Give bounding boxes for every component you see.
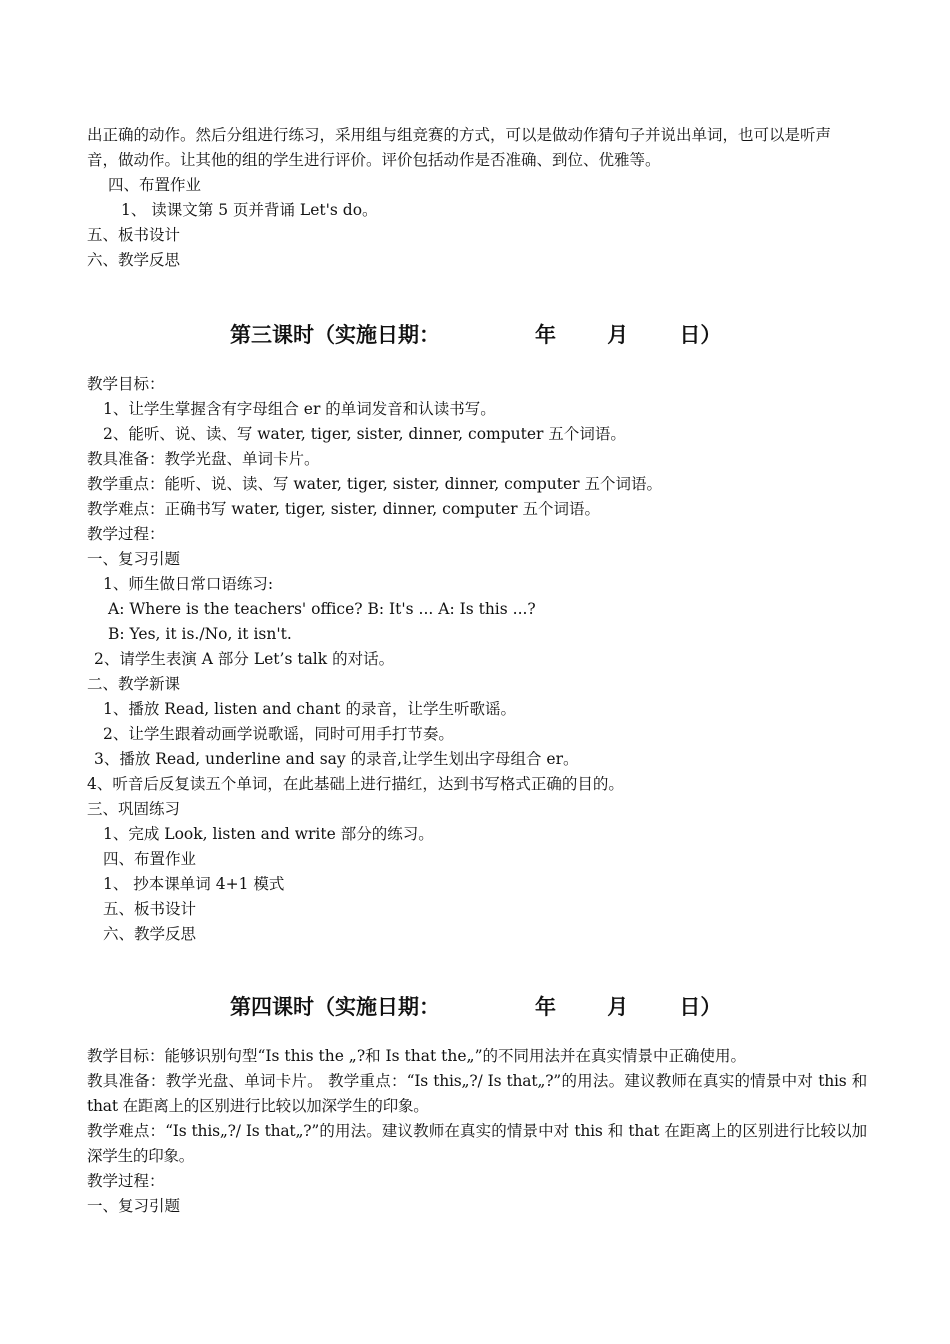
section-heading: 四、布置作业 bbox=[108, 176, 202, 194]
section-heading: 四、布置作业 bbox=[103, 850, 197, 868]
paragraph-line: 音，做动作。让其他的组的学生进行评价。评价包括动作是否准确、到位、优雅等。 bbox=[87, 151, 661, 169]
list-item: 1、师生做日常口语练习: bbox=[103, 575, 274, 593]
list-item: 4、听音后反复读五个单词，在此基础上进行描红，达到书写格式正确的目的。 bbox=[87, 775, 624, 793]
label-line: 教学过程： bbox=[87, 525, 165, 543]
section-heading: 三、巩固练习 bbox=[87, 800, 181, 818]
section-heading: 五、板书设计 bbox=[87, 226, 181, 244]
section-heading: 一、复习引题 bbox=[87, 550, 181, 568]
label-line: 教学目标：能够识别句型“Is this the „?和 Is that the„”的不同用法并在真实情景中正确使用。 bbox=[87, 1047, 747, 1065]
list-item: 1、完成 Look, listen and write 部分的练习。 bbox=[103, 825, 434, 843]
section-heading: 六、教学反思 bbox=[87, 251, 181, 269]
lesson-title: 第三课时（实施日期： 年 月 日） bbox=[230, 323, 722, 347]
paragraph: 教具准备：教学光盘、单词卡片。 教学重点：“Is this„?/ Is that„?”的用法。建议教师在真实的情景中对 this 和 that 在距离上的区别进行比较以加深学生的印象。 bbox=[87, 1072, 867, 1115]
list-item: 3、播放 Read, underline and say 的录音,让学生划出字母组合 er。 bbox=[94, 750, 579, 768]
dialog-line: B: Yes, it is./No, it isn't. bbox=[108, 625, 292, 643]
paragraph: 教学难点：“Is this„?/ Is that„?”的用法。建议教师在真实的情景中对 this 和 that 在距离上的区别进行比较以加深学生的印象。 bbox=[87, 1122, 867, 1165]
section-heading: 五、板书设计 bbox=[103, 900, 197, 918]
label-line: 教学过程： bbox=[87, 1172, 165, 1190]
list-item: 1、 抄本课单词 4+1 模式 bbox=[103, 875, 285, 893]
list-item: 1、播放 Read, listen and chant 的录音，让学生听歌谣。 bbox=[103, 700, 516, 718]
label-line: 教学重点：能听、说、读、写 water, tiger, sister, dinner, computer 五个词语。 bbox=[87, 475, 662, 493]
list-item: 1、让学生掌握含有字母组合 er 的单词发音和认读书写。 bbox=[103, 400, 496, 418]
label-line: 教具准备：教学光盘、单词卡片。 bbox=[87, 450, 320, 468]
list-item: 2、让学生跟着动画学说歌谣，同时可用手打节奏。 bbox=[103, 725, 454, 743]
paragraph-line: 出正确的动作。然后分组进行练习，采用组与组竞赛的方式，可以是做动作猜句子并说出单词，也可以是听声 bbox=[87, 126, 832, 144]
dialog-line: A: Where is the teachers' office? B: It's ... A: Is this ...? bbox=[108, 600, 536, 618]
label-line: 教学难点：正确书写 water, tiger, sister, dinner, computer 五个词语。 bbox=[87, 500, 600, 518]
label-line: 教学目标： bbox=[87, 375, 165, 393]
lesson-title: 第四课时（实施日期： 年 月 日） bbox=[230, 995, 722, 1019]
section-heading: 一、复习引题 bbox=[87, 1197, 181, 1215]
list-item: 2、能听、说、读、写 water, tiger, sister, dinner, computer 五个词语。 bbox=[103, 425, 626, 443]
list-item: 1、 读课文第 5 页并背诵 Let's do。 bbox=[121, 201, 378, 219]
section-heading: 六、教学反思 bbox=[103, 925, 197, 943]
section-heading: 二、教学新课 bbox=[87, 675, 181, 693]
list-item: 2、请学生表演 A 部分 Let’s talk 的对话。 bbox=[94, 650, 395, 668]
